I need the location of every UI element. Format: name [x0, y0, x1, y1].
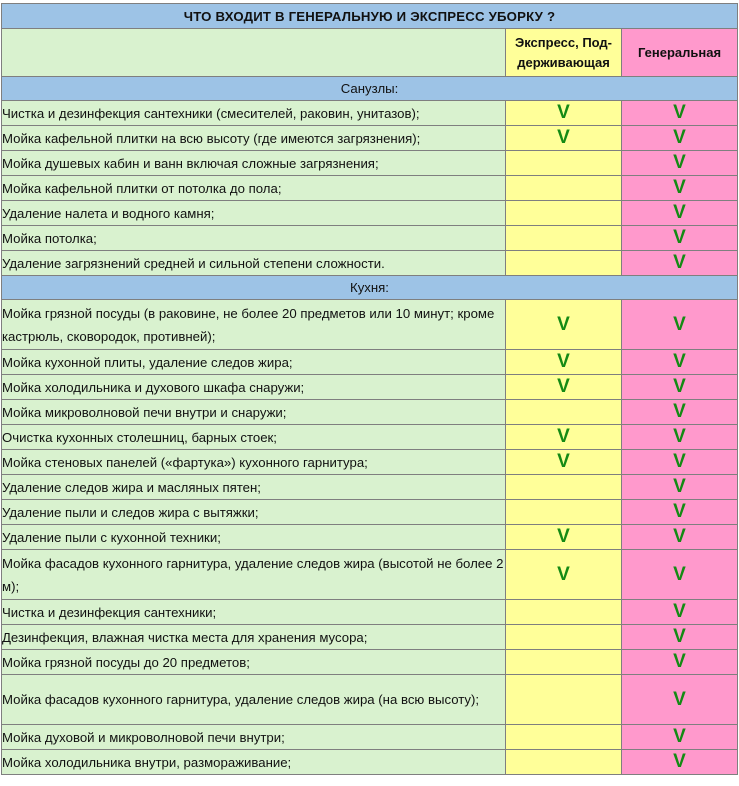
table-row	[2, 151, 738, 176]
check-mark-icon: V	[673, 601, 686, 622]
general-cell	[622, 550, 738, 600]
express-cell	[506, 475, 622, 500]
general-cell	[622, 725, 738, 750]
table-row	[2, 226, 738, 251]
general-cell	[622, 101, 738, 126]
check-mark-icon: V	[557, 351, 570, 372]
task-cell: Мойка грязной посуды (в раковине, не более 20 предметов или 10 минут; кроме кастрюль, сковородок, противней);	[2, 300, 506, 350]
express-cell	[506, 226, 622, 251]
check-mark-icon: V	[673, 252, 686, 273]
table-row	[2, 500, 738, 525]
check-mark-icon: V	[673, 563, 686, 585]
table-row	[2, 375, 738, 400]
general-cell	[622, 675, 738, 725]
table-row	[2, 176, 738, 201]
check-mark-icon: V	[673, 726, 686, 747]
title-row	[2, 4, 738, 29]
task-cell: Мойка душевых кабин и ванн включая сложные загрязнения;	[2, 151, 506, 176]
column-header-row	[2, 29, 738, 77]
table-row	[2, 350, 738, 375]
check-mark-icon: V	[673, 313, 686, 335]
general-cell	[622, 750, 738, 775]
check-mark-icon: V	[673, 376, 686, 397]
check-mark-icon: V	[557, 102, 570, 123]
check-mark-icon: V	[557, 451, 570, 472]
general-cell	[622, 251, 738, 276]
express-cell	[506, 300, 622, 350]
express-cell	[506, 151, 622, 176]
task-cell: Удаление загрязнений средней и сильной степени сложности.	[2, 251, 506, 276]
general-cell	[622, 151, 738, 176]
task-cell: Мойка потолка;	[2, 226, 506, 251]
task-cell: Удаление следов жира и масляных пятен;	[2, 475, 506, 500]
express-cell	[506, 725, 622, 750]
table-row	[2, 475, 738, 500]
check-mark-icon: V	[673, 476, 686, 497]
table-title: ЧТО ВХОДИТ В ГЕНЕРАЛЬНУЮ И ЭКСПРЕСС УБОРКУ ?	[2, 4, 738, 29]
check-mark-icon: V	[557, 376, 570, 397]
task-cell: Чистка и дезинфекция сантехники (смесителей, раковин, унитазов);	[2, 101, 506, 126]
express-cell	[506, 101, 622, 126]
general-cell	[622, 226, 738, 251]
task-cell: Мойка стеновых панелей («фартука») кухонного гарнитура;	[2, 450, 506, 475]
task-cell: Мойка кухонной плиты, удаление следов жира;	[2, 350, 506, 375]
table-row	[2, 101, 738, 126]
section-title: Кухня:	[2, 276, 738, 300]
task-cell: Удаление пыли и следов жира с вытяжки;	[2, 500, 506, 525]
express-cell	[506, 600, 622, 625]
check-mark-icon: V	[673, 401, 686, 422]
express-cell	[506, 400, 622, 425]
express-cell	[506, 500, 622, 525]
express-cell	[506, 650, 622, 675]
task-cell: Мойка грязной посуды до 20 предметов;	[2, 650, 506, 675]
table-row	[2, 201, 738, 226]
express-cell	[506, 126, 622, 151]
task-cell: Мойка кафельной плитки от потолка до пола;	[2, 176, 506, 201]
section-header-row	[2, 276, 738, 300]
express-cell	[506, 550, 622, 600]
table-row	[2, 725, 738, 750]
check-mark-icon: V	[557, 313, 570, 335]
general-cell	[622, 525, 738, 550]
task-cell: Мойка фасадов кухонного гарнитура, удаление следов жира (высотой не более 2 м);	[2, 550, 506, 600]
express-cell	[506, 525, 622, 550]
check-mark-icon: V	[673, 227, 686, 248]
task-cell: Удаление пыли с кухонной техники;	[2, 525, 506, 550]
general-cell	[622, 400, 738, 425]
express-cell	[506, 251, 622, 276]
general-cell	[622, 475, 738, 500]
general-cell	[622, 650, 738, 675]
table-row	[2, 550, 738, 600]
check-mark-icon: V	[557, 426, 570, 447]
check-mark-icon: V	[673, 501, 686, 522]
task-cell: Мойка фасадов кухонного гарнитура, удаление следов жира (на всю высоту);	[2, 675, 506, 725]
check-mark-icon: V	[673, 451, 686, 472]
table-row	[2, 450, 738, 475]
table-row	[2, 750, 738, 775]
check-mark-icon: V	[673, 177, 686, 198]
check-mark-icon: V	[673, 351, 686, 372]
task-cell: Очистка кухонных столешниц, барных стоек;	[2, 425, 506, 450]
check-mark-icon: V	[557, 526, 570, 547]
general-cell	[622, 425, 738, 450]
general-cell	[622, 176, 738, 201]
table-row	[2, 251, 738, 276]
task-cell: Мойка холодильника и духового шкафа снаружи;	[2, 375, 506, 400]
check-mark-icon: V	[673, 651, 686, 672]
general-cell	[622, 625, 738, 650]
table-row	[2, 675, 738, 725]
express-cell	[506, 375, 622, 400]
table-row	[2, 600, 738, 625]
general-cell	[622, 375, 738, 400]
table-row	[2, 625, 738, 650]
express-cell	[506, 176, 622, 201]
task-cell: Мойка микроволновой печи внутри и снаружи;	[2, 400, 506, 425]
express-cell	[506, 350, 622, 375]
express-cell	[506, 625, 622, 650]
table-row	[2, 126, 738, 151]
cleaning-comparison-table	[1, 3, 738, 775]
table-body	[2, 4, 738, 775]
task-cell: Удаление налета и водного камня;	[2, 201, 506, 226]
general-cell	[622, 600, 738, 625]
general-cell	[622, 126, 738, 151]
check-mark-icon: V	[557, 127, 570, 148]
check-mark-icon: V	[673, 202, 686, 223]
express-cell	[506, 675, 622, 725]
column-header-general: Генеральная	[622, 29, 738, 77]
check-mark-icon: V	[673, 127, 686, 148]
check-mark-icon: V	[673, 102, 686, 123]
table-row	[2, 425, 738, 450]
task-cell: Дезинфекция, влажная чистка места для хранения мусора;	[2, 625, 506, 650]
check-mark-icon: V	[673, 688, 686, 710]
general-cell	[622, 500, 738, 525]
express-cell	[506, 750, 622, 775]
general-cell	[622, 350, 738, 375]
general-cell	[622, 201, 738, 226]
express-cell	[506, 425, 622, 450]
task-cell: Мойка холодильника внутри, размораживание;	[2, 750, 506, 775]
check-mark-icon: V	[673, 426, 686, 447]
check-mark-icon: V	[673, 526, 686, 547]
column-header-express: Экспресс, Под-держивающая	[506, 29, 622, 77]
table-row	[2, 400, 738, 425]
general-cell	[622, 450, 738, 475]
table-row	[2, 650, 738, 675]
table-row	[2, 300, 738, 350]
task-cell: Мойка духовой и микроволновой печи внутри;	[2, 725, 506, 750]
column-header-task	[2, 29, 506, 77]
check-mark-icon: V	[557, 563, 570, 585]
check-mark-icon: V	[673, 626, 686, 647]
section-title: Санузлы:	[2, 77, 738, 101]
task-cell: Чистка и дезинфекция сантехники;	[2, 600, 506, 625]
task-cell: Мойка кафельной плитки на всю высоту (где имеются загрязнения);	[2, 126, 506, 151]
general-cell	[622, 300, 738, 350]
table-row	[2, 525, 738, 550]
check-mark-icon: V	[673, 751, 686, 772]
express-cell	[506, 450, 622, 475]
section-header-row	[2, 77, 738, 101]
check-mark-icon: V	[673, 152, 686, 173]
express-cell	[506, 201, 622, 226]
